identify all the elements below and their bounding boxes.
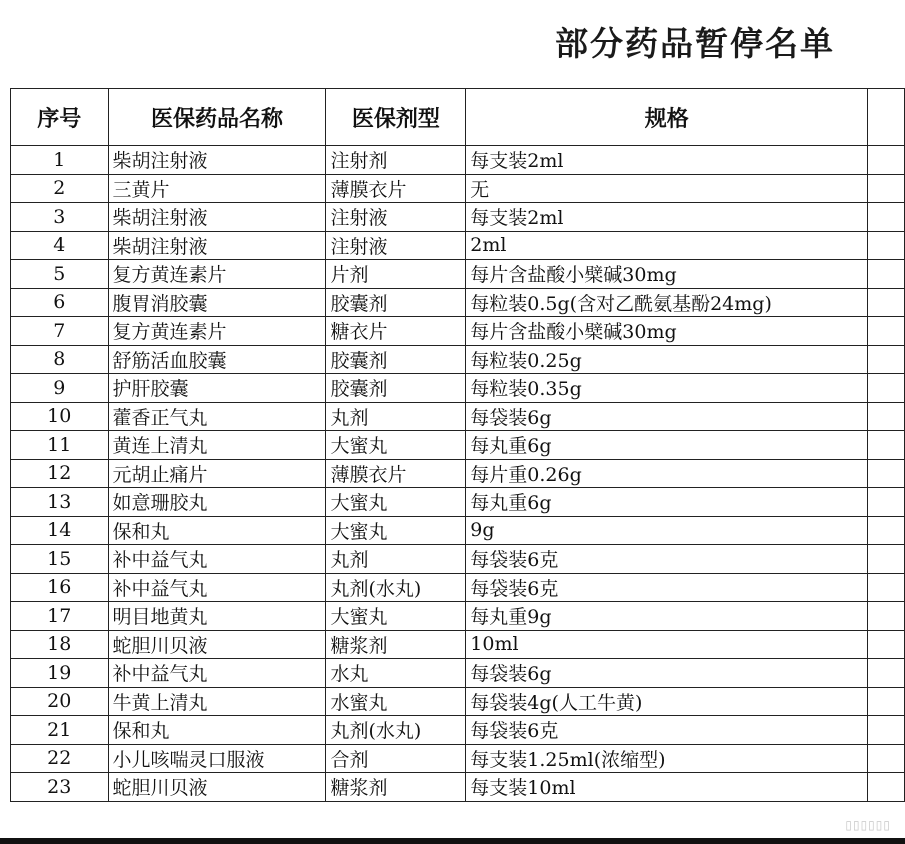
cell-drug-name: 柴胡注射液 bbox=[108, 231, 326, 260]
cell-extra bbox=[868, 374, 905, 403]
cell-index: 6 bbox=[11, 288, 109, 317]
cell-drug-name: 柴胡注射液 bbox=[108, 203, 326, 232]
table-row bbox=[11, 459, 905, 488]
cell-dosage-form: 大蜜丸 bbox=[326, 602, 466, 631]
cell-extra bbox=[868, 317, 905, 346]
table-row bbox=[11, 630, 905, 659]
cell-extra bbox=[868, 573, 905, 602]
cell-index: 20 bbox=[11, 687, 109, 716]
cell-dosage-form: 大蜜丸 bbox=[326, 431, 466, 460]
cell-dosage-form: 大蜜丸 bbox=[326, 516, 466, 545]
cell-drug-name: 元胡止痛片 bbox=[108, 459, 326, 488]
cell-drug-name: 蛇胆川贝液 bbox=[108, 630, 326, 659]
cell-specification: 每袋装6克 bbox=[466, 573, 868, 602]
cell-specification: 每片含盐酸小檗碱30mg bbox=[466, 317, 868, 346]
header-specification: 规格 bbox=[466, 89, 868, 146]
cell-dosage-form: 丸剂 bbox=[326, 402, 466, 431]
table-row bbox=[11, 773, 905, 802]
table-row bbox=[11, 573, 905, 602]
cell-specification: 每片含盐酸小檗碱30mg bbox=[466, 260, 868, 289]
cell-extra bbox=[868, 260, 905, 289]
cell-extra bbox=[868, 716, 905, 745]
cell-specification: 每袋装6克 bbox=[466, 545, 868, 574]
cell-index: 5 bbox=[11, 260, 109, 289]
cell-specification: 10ml bbox=[466, 630, 868, 659]
cell-index: 2 bbox=[11, 174, 109, 203]
cell-extra bbox=[868, 773, 905, 802]
cell-dosage-form: 丸剂 bbox=[326, 545, 466, 574]
cell-index: 3 bbox=[11, 203, 109, 232]
cell-specification: 每丸重6g bbox=[466, 431, 868, 460]
cell-index: 11 bbox=[11, 431, 109, 460]
cell-drug-name: 腹胃消胶囊 bbox=[108, 288, 326, 317]
cell-drug-name: 小儿咳喘灵口服液 bbox=[108, 744, 326, 773]
cell-specification: 每袋装6g bbox=[466, 402, 868, 431]
table-row bbox=[11, 203, 905, 232]
cell-dosage-form: 糖浆剂 bbox=[326, 773, 466, 802]
header-dosage-form: 医保剂型 bbox=[326, 89, 466, 146]
table-row bbox=[11, 602, 905, 631]
header-index: 序号 bbox=[11, 89, 109, 146]
cell-extra bbox=[868, 516, 905, 545]
cell-specification: 9g bbox=[466, 516, 868, 545]
table-row bbox=[11, 231, 905, 260]
cell-specification: 每支装2ml bbox=[466, 203, 868, 232]
cell-dosage-form: 注射液 bbox=[326, 203, 466, 232]
cell-index: 13 bbox=[11, 488, 109, 517]
cell-index: 9 bbox=[11, 374, 109, 403]
cell-specification: 每片重0.26g bbox=[466, 459, 868, 488]
cell-dosage-form: 丸剂(水丸) bbox=[326, 573, 466, 602]
table-row bbox=[11, 260, 905, 289]
cell-extra bbox=[868, 744, 905, 773]
cell-drug-name: 补中益气丸 bbox=[108, 545, 326, 574]
cell-extra bbox=[868, 545, 905, 574]
cell-dosage-form: 水丸 bbox=[326, 659, 466, 688]
cell-drug-name: 柴胡注射液 bbox=[108, 146, 326, 175]
cell-index: 8 bbox=[11, 345, 109, 374]
cell-index: 18 bbox=[11, 630, 109, 659]
cell-dosage-form: 胶囊剂 bbox=[326, 374, 466, 403]
cell-specification: 每袋装6g bbox=[466, 659, 868, 688]
cell-extra bbox=[868, 345, 905, 374]
table-row bbox=[11, 146, 905, 175]
cell-drug-name: 明目地黄丸 bbox=[108, 602, 326, 631]
cell-drug-name: 复方黄连素片 bbox=[108, 260, 326, 289]
cell-drug-name: 藿香正气丸 bbox=[108, 402, 326, 431]
cell-extra bbox=[868, 431, 905, 460]
cell-index: 4 bbox=[11, 231, 109, 260]
table-row bbox=[11, 402, 905, 431]
cell-drug-name: 舒筋活血胶囊 bbox=[108, 345, 326, 374]
cell-index: 1 bbox=[11, 146, 109, 175]
cell-extra bbox=[868, 402, 905, 431]
cell-index: 22 bbox=[11, 744, 109, 773]
cell-dosage-form: 糖衣片 bbox=[326, 317, 466, 346]
cell-drug-name: 蛇胆川贝液 bbox=[108, 773, 326, 802]
cell-drug-name: 护肝胶囊 bbox=[108, 374, 326, 403]
cell-specification: 每丸重6g bbox=[466, 488, 868, 517]
cell-index: 23 bbox=[11, 773, 109, 802]
header-extra bbox=[868, 89, 905, 146]
header-drug-name: 医保药品名称 bbox=[108, 89, 326, 146]
cell-dosage-form: 注射剂 bbox=[326, 146, 466, 175]
table-row bbox=[11, 488, 905, 517]
cell-dosage-form: 丸剂(水丸) bbox=[326, 716, 466, 745]
cell-specification: 每袋装6克 bbox=[466, 716, 868, 745]
cell-index: 7 bbox=[11, 317, 109, 346]
cell-extra bbox=[868, 659, 905, 688]
table-row bbox=[11, 659, 905, 688]
cell-drug-name: 黄连上清丸 bbox=[108, 431, 326, 460]
cell-specification: 每丸重9g bbox=[466, 602, 868, 631]
cell-dosage-form: 糖浆剂 bbox=[326, 630, 466, 659]
cell-specification: 每粒装0.35g bbox=[466, 374, 868, 403]
cell-index: 21 bbox=[11, 716, 109, 745]
cell-drug-name: 如意珊胶丸 bbox=[108, 488, 326, 517]
table-row bbox=[11, 345, 905, 374]
table-row bbox=[11, 288, 905, 317]
cell-dosage-form: 合剂 bbox=[326, 744, 466, 773]
table-row bbox=[11, 545, 905, 574]
cell-extra bbox=[868, 459, 905, 488]
cell-drug-name: 复方黄连素片 bbox=[108, 317, 326, 346]
table-row bbox=[11, 744, 905, 773]
cell-specification: 每支装1.25ml(浓缩型) bbox=[466, 744, 868, 773]
cell-extra bbox=[868, 146, 905, 175]
cell-dosage-form: 薄膜衣片 bbox=[326, 174, 466, 203]
cell-extra bbox=[868, 288, 905, 317]
cell-extra bbox=[868, 488, 905, 517]
table-row bbox=[11, 716, 905, 745]
table-row bbox=[11, 431, 905, 460]
cell-dosage-form: 片剂 bbox=[326, 260, 466, 289]
cell-extra bbox=[868, 602, 905, 631]
cell-dosage-form: 水蜜丸 bbox=[326, 687, 466, 716]
cell-specification: 每袋装4g(人工牛黄) bbox=[466, 687, 868, 716]
document-title: 部分药品暂停名单 bbox=[555, 24, 835, 63]
table-row bbox=[11, 317, 905, 346]
cell-specification: 每支装10ml bbox=[466, 773, 868, 802]
cell-dosage-form: 胶囊剂 bbox=[326, 345, 466, 374]
cell-specification: 2ml bbox=[466, 231, 868, 260]
table-row bbox=[11, 516, 905, 545]
table-header-row bbox=[11, 89, 905, 146]
cell-extra bbox=[868, 203, 905, 232]
cell-index: 14 bbox=[11, 516, 109, 545]
cell-dosage-form: 胶囊剂 bbox=[326, 288, 466, 317]
cell-extra bbox=[868, 630, 905, 659]
cell-dosage-form: 注射液 bbox=[326, 231, 466, 260]
cell-index: 15 bbox=[11, 545, 109, 574]
cell-extra bbox=[868, 231, 905, 260]
cell-specification: 每粒装0.25g bbox=[466, 345, 868, 374]
cell-index: 10 bbox=[11, 402, 109, 431]
cell-drug-name: 补中益气丸 bbox=[108, 573, 326, 602]
cell-specification: 每支装2ml bbox=[466, 146, 868, 175]
cell-index: 12 bbox=[11, 459, 109, 488]
cell-drug-name: 保和丸 bbox=[108, 716, 326, 745]
cell-extra bbox=[868, 174, 905, 203]
cell-index: 16 bbox=[11, 573, 109, 602]
cell-dosage-form: 薄膜衣片 bbox=[326, 459, 466, 488]
table-row bbox=[11, 687, 905, 716]
cell-dosage-form: 大蜜丸 bbox=[326, 488, 466, 517]
watermark: ▯▯▯▯▯▯ bbox=[845, 818, 891, 832]
cell-index: 17 bbox=[11, 602, 109, 631]
cell-drug-name: 保和丸 bbox=[108, 516, 326, 545]
drug-suspension-table bbox=[10, 88, 905, 802]
table-row bbox=[11, 374, 905, 403]
cell-drug-name: 牛黄上清丸 bbox=[108, 687, 326, 716]
table-row bbox=[11, 174, 905, 203]
cell-specification: 无 bbox=[466, 174, 868, 203]
cell-drug-name: 补中益气丸 bbox=[108, 659, 326, 688]
footer-bar bbox=[0, 838, 905, 844]
cell-specification: 每粒装0.5g(含对乙酰氨基酚24mg) bbox=[466, 288, 868, 317]
cell-extra bbox=[868, 687, 905, 716]
cell-index: 19 bbox=[11, 659, 109, 688]
cell-drug-name: 三黄片 bbox=[108, 174, 326, 203]
